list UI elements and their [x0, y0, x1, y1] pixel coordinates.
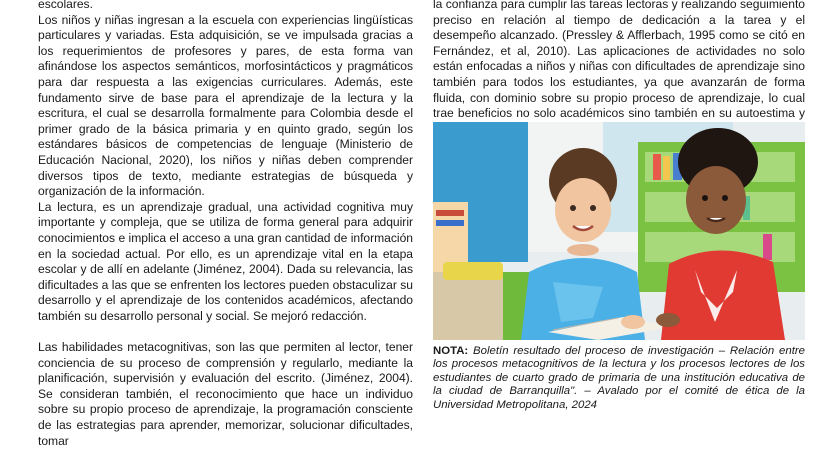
caption-label: NOTA:	[433, 345, 469, 357]
figure-caption	[433, 345, 805, 412]
caption-text: Boletín resultado del proceso de investigación – Relación entre los procesos metacognitivos de la lectura y los procesos lectores de los estudiantes de cuarto grado de primaria de una institución educativa de la ciudad de Barranquilla". – Avalado por el comité de ética de la Universidad Metropolitana, 2024	[433, 345, 805, 411]
right-column	[433, 0, 805, 137]
paragraph-reading: La lectura, es un aprendizaje gradual, una actividad cognitiva muy importante y compleja, que se utiliza de forma general para adquirir conocimientos e implica el acceso a una gran cantidad de información en la sociedad actual. Por ello, es un aprendizaje vital en la etapa escolar y de allí en adelante (Jiménez, 2004). Dada su relevancia, las dificultades a las que se enfrenten los lectores pueden obstaculizar su desarrollo y el aprendizaje de los contenidos académicos, afectando también su desarrollo personal y social. Se mejoró redacción.	[38, 199, 413, 323]
paragraph-confidence: la confianza para cumplir las tareas lectoras y realizando seguimiento preciso en relación al tiempo de dedicación a la tarea y el desempeño alcanzado. (Pressley & Afflerbach, 1995 como se citó en Fernández, et al, 2010). Las aplicaciones de actividades no solo están enfocadas a niños y niñas con dificultades de aprendizaje sino también para todos los estudiantes, ya que avanzarán de forma fluida, con dominio sobre su propio proceso de aprendizaje, lo cual trae beneficios no solo académicos sino también en su autoestima y	[433, 0, 805, 121]
paragraph-linguistic-experiences: Los niños y niñas ingresan a la escuela con experiencias lingüísticas particulares y variadas. Esta adquisición, se ve impulsada gracias a los requerimientos de profesores y pares, de esta forma van afinándose los aspectos semánticos, morfosintácticos y pragmáticos para dar respuesta a las exigencias curriculares. Además, este fundamento sirve de base para el aprendizaje de la lectura y la escritura, el cual se desarrolla formalmente para Colombia desde el primer grado de la básica primaria y en quinto grado, según los estándares básicos de competencias de lenguaje (Ministerio de Educación Nacional, 2020), los niños y niñas deben comprender diversos tipos de texto, mediante estrategias de búsqueda y organización de la información.	[38, 12, 413, 199]
left-column	[38, 0, 413, 449]
paragraph-intro-end: escolares.	[38, 0, 93, 11]
paragraph-metacognitive: Las habilidades metacognitivas, son las que permiten al lector, tener conciencia de su proceso de comprensión y regularlo, mediante la planificación, supervisión y evaluación del escrito. (Jiménez, 2004). Se consideran también, el reconocimiento que hace un individuo sobre su propio proceso de aprendizaje, la programación consciente de las estrategias para aprender, memorizar, solucionar dificultades, tomar	[38, 340, 413, 448]
photo-children-reading	[433, 122, 805, 340]
